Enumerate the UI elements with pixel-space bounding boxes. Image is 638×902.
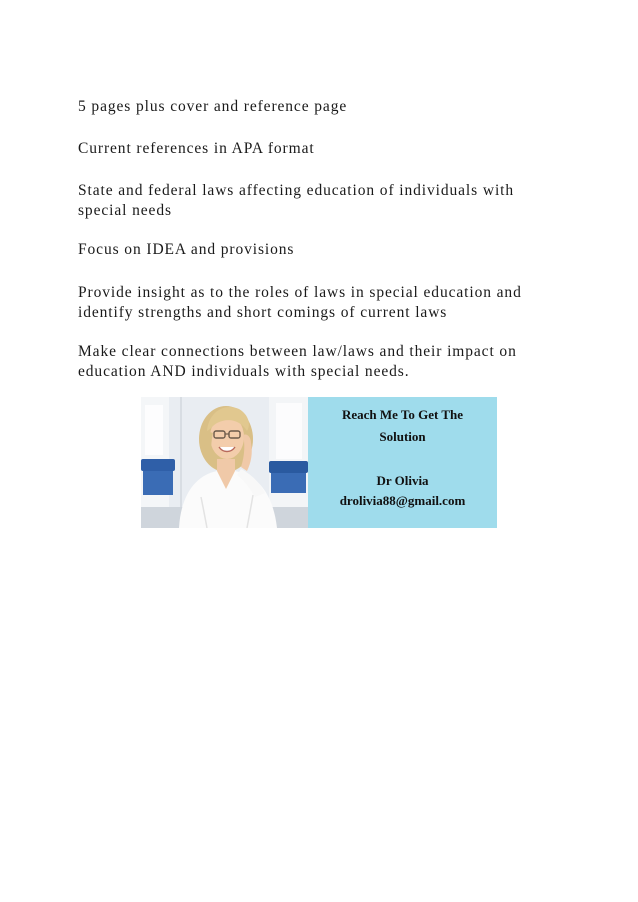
requirement-laws: State and federal laws affecting education of individuals with special needs: [78, 182, 515, 219]
contact-heading-line2: Solution: [379, 429, 426, 444]
requirement-page-count: 5 pages plus cover and reference page: [78, 98, 348, 115]
requirement-insight: Provide insight as to the roles of laws in special education and identify strengths and short comings of current laws: [78, 284, 522, 321]
contact-banner: [141, 397, 497, 528]
woman-with-glasses-photo: [141, 397, 308, 528]
contact-email[interactable]: drolivia88@gmail.com: [339, 493, 466, 508]
contact-name: Dr Olivia: [376, 473, 429, 488]
requirement-connections: Make clear connections between law/laws and their impact on education AND individuals with special needs.: [78, 343, 517, 380]
contact-heading-line1: Reach Me To Get The: [341, 407, 464, 422]
contact-info-panel: [308, 397, 497, 528]
requirement-references: Current references in APA format: [78, 140, 315, 157]
requirement-idea-focus: Focus on IDEA and provisions: [78, 241, 295, 258]
